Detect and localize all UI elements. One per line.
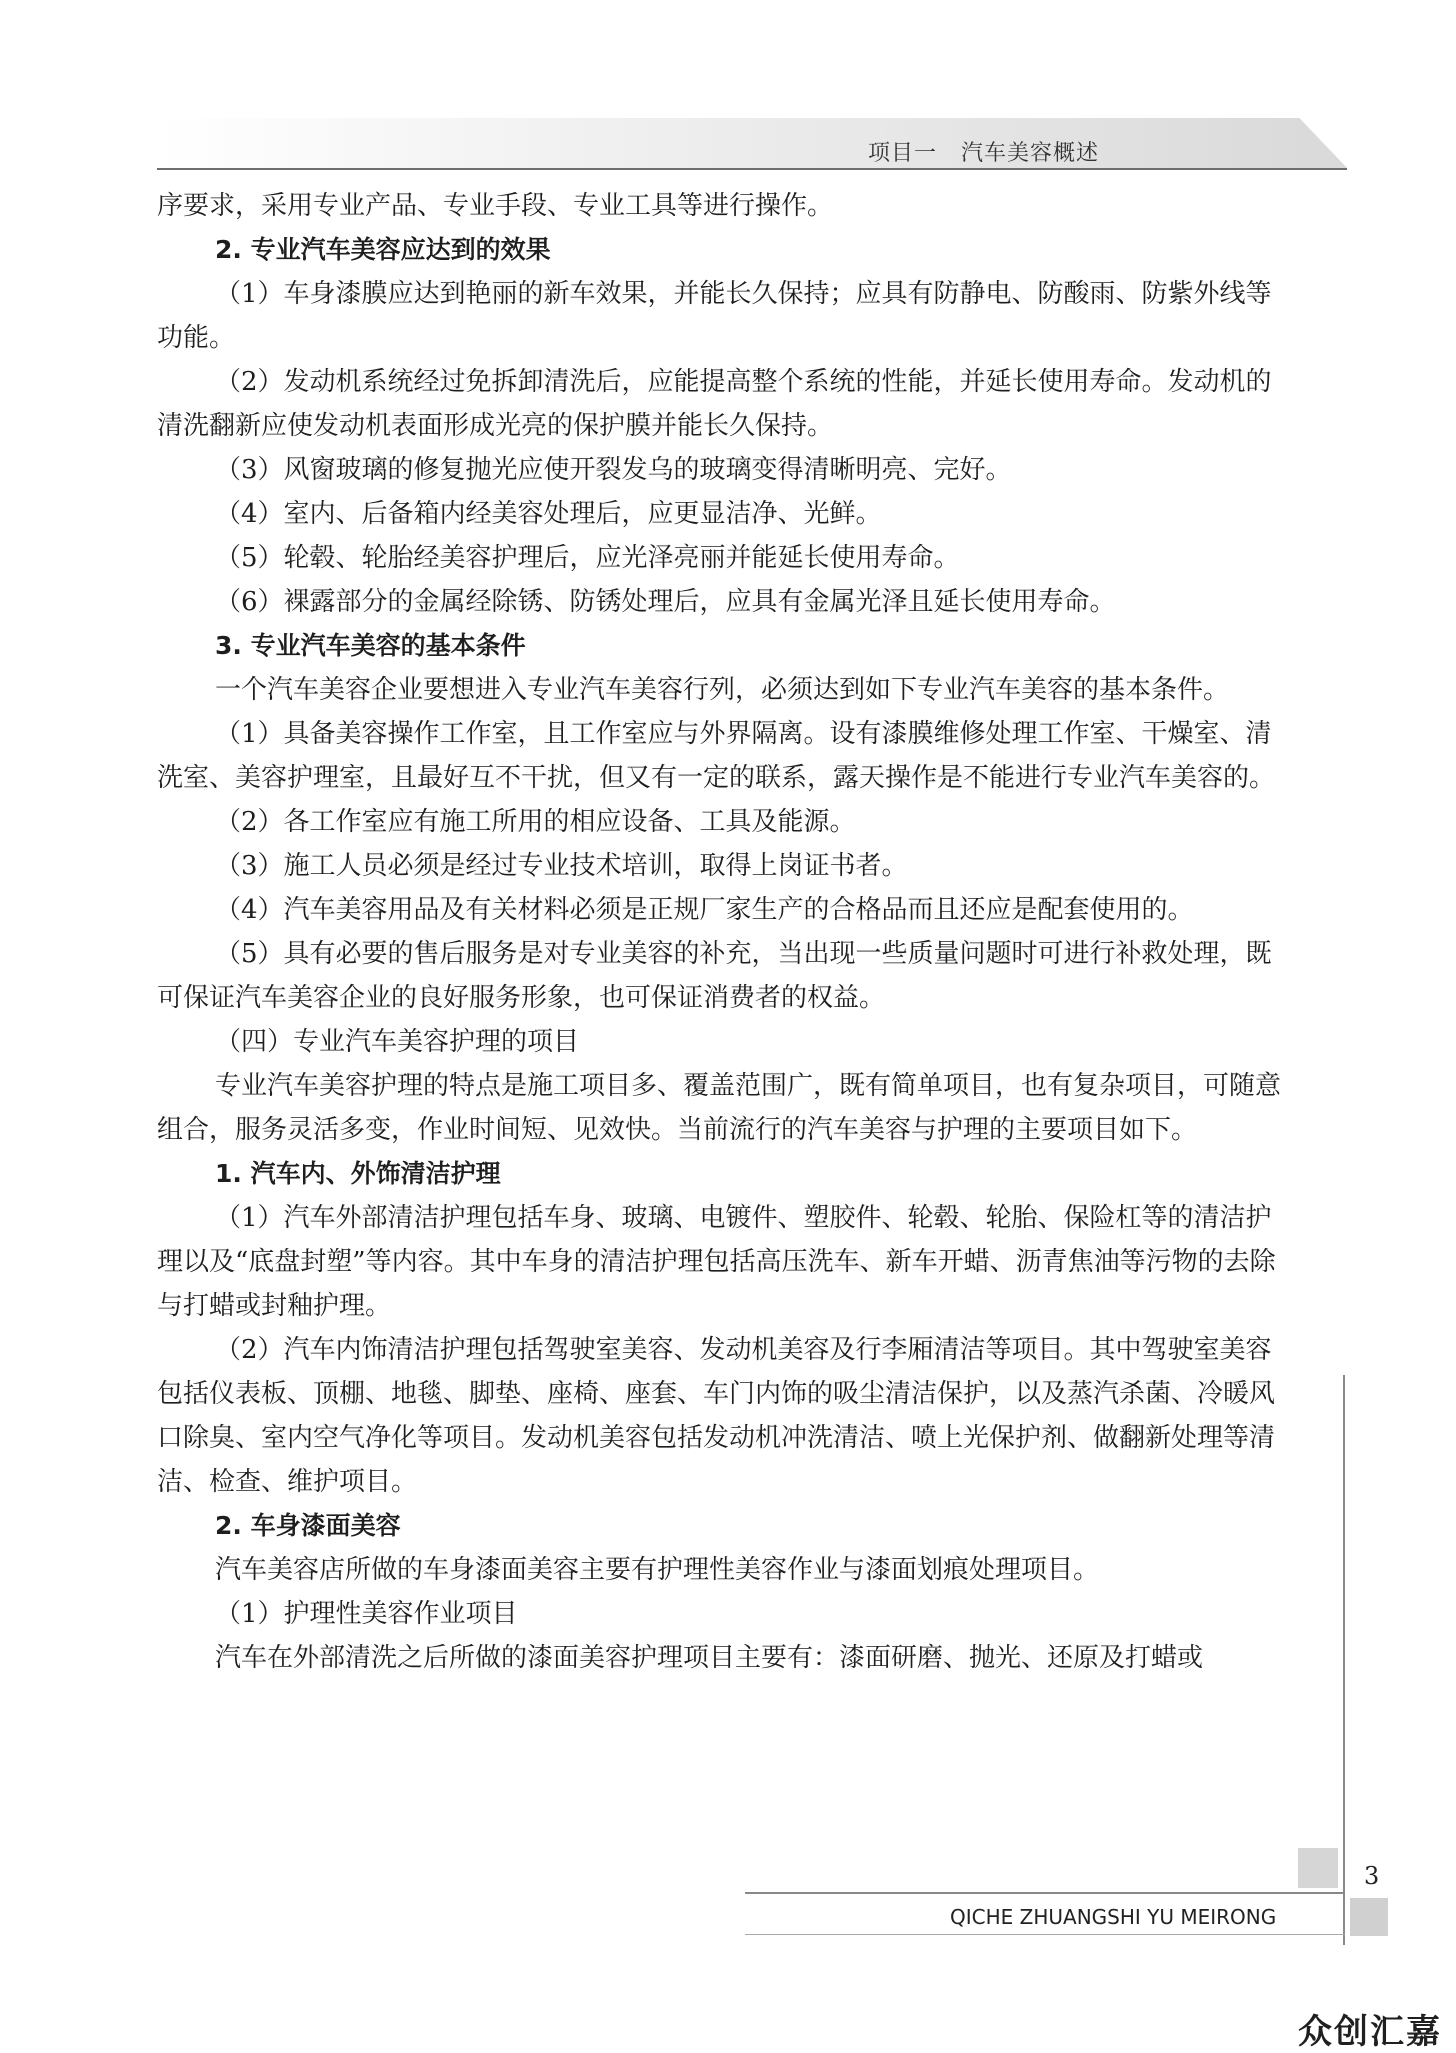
- section-heading: 2. 专业汽车美容应达到的效果: [215, 235, 551, 264]
- paragraph: （2）发动机系统经过免拆卸清洗后，应能提高整个系统的性能，并延长使用寿命。发动机的清洗翻新应使发动机表面形成光亮的保护膜并能长久保持。: [157, 367, 1272, 441]
- header-title: 汽车美容概述: [961, 141, 1100, 166]
- paragraph: 序要求，采用专业产品、专业手段、专业工具等进行操作。: [157, 191, 834, 221]
- paragraph: （1）具备美容操作工作室，且工作室应与外界隔离。设有漆膜维修处理工作室、干燥室、清洗室、美容护理室，且最好互不干扰，但又有一定的联系，露天操作是不能进行专业汽车美容的。: [157, 719, 1276, 793]
- paragraph: 一个汽车美容企业要想进入专业汽车美容行列，必须达到如下专业汽车美容的基本条件。: [215, 675, 1230, 705]
- section-heading: 2. 车身漆面美容: [215, 1511, 401, 1540]
- header-section: 项目一: [868, 141, 938, 166]
- page-body: [157, 184, 1297, 1680]
- watermark-logo: 众创汇嘉: [1298, 2012, 1442, 2052]
- paragraph: （1）汽车外部清洁护理包括车身、玻璃、电镀件、塑胶件、轮毂、轮胎、保险杠等的清洁护理以及“底盘封塑”等内容。其中车身的清洁护理包括高压洗车、新车开蜡、沥青焦油等污物的去除与打蜡或封釉护理。: [157, 1203, 1276, 1321]
- paragraph: （2）各工作室应有施工所用的相应设备、工具及能源。: [215, 807, 856, 837]
- paragraph: （4）室内、后备箱内经美容处理后，应更显洁净、光鲜。: [215, 499, 882, 529]
- paragraph: （1）护理性美容作业项目: [215, 1599, 518, 1629]
- paragraph: 专业汽车美容护理的特点是施工项目多、覆盖范围广，既有简单项目，也有复杂项目，可随意组合，服务灵活多变，作业时间短、见效快。当前流行的汽车美容与护理的主要项目如下。: [157, 1071, 1282, 1145]
- paragraph: （3）施工人员必须是经过专业技术培训，取得上岗证书者。: [215, 851, 908, 881]
- decor-square: [1350, 1898, 1388, 1936]
- paragraph: （5）轮毂、轮胎经美容护理后，应光泽亮丽并能延长使用寿命。: [215, 543, 960, 573]
- header-band: [157, 118, 1347, 168]
- footer-book-title: QICHE ZHUANGSHI YU MEIRONG: [950, 1905, 1277, 1929]
- paragraph: （2）汽车内饰清洁护理包括驾驶室美容、发动机美容及行李厢清洁等项目。其中驾驶室美容包括仪表板、顶棚、地毯、脚垫、座椅、座套、车门内饰的吸尘清洁保护，以及蒸汽杀菌、冷暖风口除臭、室内空气净化等项目。发动机美容包括发动机冲洗清洁、喷上光保护剂、做翻新处理等清洁、检查、维护项目。: [157, 1335, 1276, 1497]
- margin-vertical-rule: [1343, 1375, 1345, 1945]
- header-rule: [157, 168, 1347, 170]
- subsection-heading: （四）专业汽车美容护理的项目: [215, 1027, 580, 1057]
- footer-rule: [745, 1892, 1345, 1894]
- paragraph: （1）车身漆膜应达到艳丽的新车效果，并能长久保持；应具有防静电、防酸雨、防紫外线等功能。: [157, 279, 1272, 353]
- paragraph: （4）汽车美容用品及有关材料必须是正规厂家生产的合格品而且还应是配套使用的。: [215, 895, 1194, 925]
- paragraph: （6）裸露部分的金属经除锈、防锈处理后，应具有金属光泽且延长使用寿命。: [215, 587, 1116, 617]
- page-number: 3: [1364, 1862, 1380, 1890]
- decor-square: [1298, 1848, 1338, 1888]
- section-heading: 3. 专业汽车美容的基本条件: [215, 631, 526, 660]
- footer-rule: [745, 1934, 1345, 1935]
- paragraph: （5）具有必要的售后服务是对专业美容的补充，当出现一些质量问题时可进行补救处理，既可保证汽车美容企业的良好服务形象，也可保证消费者的权益。: [157, 939, 1272, 1013]
- running-header: [868, 136, 1099, 167]
- paragraph: （3）风窗玻璃的修复抛光应使开裂发乌的玻璃变得清晰明亮、完好。: [215, 455, 1012, 485]
- paragraph: 汽车美容店所做的车身漆面美容主要有护理性美容作业与漆面划痕处理项目。: [215, 1555, 1100, 1585]
- section-heading: 1. 汽车内、外饰清洁护理: [215, 1159, 501, 1188]
- paragraph: 汽车在外部清洗之后所做的漆面美容护理项目主要有：漆面研磨、抛光、还原及打蜡或: [215, 1643, 1204, 1673]
